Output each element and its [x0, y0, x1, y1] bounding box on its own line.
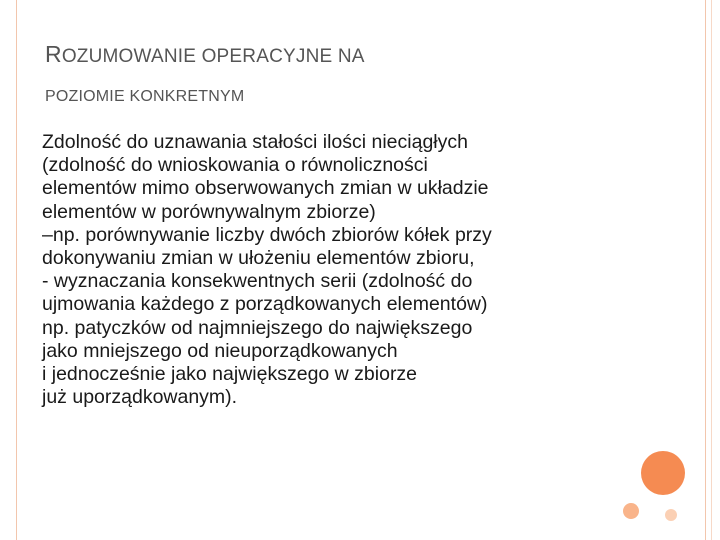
body-line: –np. porównywanie liczby dwóch zbiorów kółek przy — [42, 223, 492, 246]
body-line: elementów w porównywalnym zbiorze) — [42, 200, 376, 223]
body-line: i jednocześnie jako największego w zbiorze — [42, 363, 418, 386]
body-line: Zdolność do uznawania stałości ilości nieciągłych — [42, 131, 468, 153]
body-line: np. patyczków od najmniejszego do największego — [42, 316, 473, 339]
title-first-letter: R — [45, 41, 62, 67]
left-frame-line — [16, 0, 17, 540]
body-line: ujmowania każdego z porządkowanych elementów) — [42, 293, 488, 316]
decorative-medium-circle — [623, 503, 639, 519]
title-line-2: POZIOMIE KONKRETNYM — [45, 88, 245, 105]
slide-body — [42, 131, 632, 409]
body-line: jako mniejszego od nieuporządkowanych — [42, 339, 398, 362]
decorative-small-circle — [665, 509, 677, 521]
decorative-large-circle — [641, 451, 685, 495]
body-line: elementów mimo obserwowanych zmian w układzie — [42, 177, 489, 200]
right-frame-line-outer — [711, 0, 712, 540]
body-line: już uporządkowanym). — [42, 386, 238, 409]
title-line-1-text: OZUMOWANIE OPERACYJNE NA — [61, 46, 365, 67]
title-line-1 — [45, 40, 605, 71]
body-line: (zdolność do wnioskowania o równoliczności — [42, 154, 428, 177]
body-line: - wyznaczania konsekwentnych serii (zdolność do — [42, 270, 473, 293]
right-frame-line — [705, 0, 706, 540]
body-line: dokonywaniu zmian w ułożeniu elementów zbioru, — [42, 247, 475, 270]
slide-title — [45, 40, 605, 109]
